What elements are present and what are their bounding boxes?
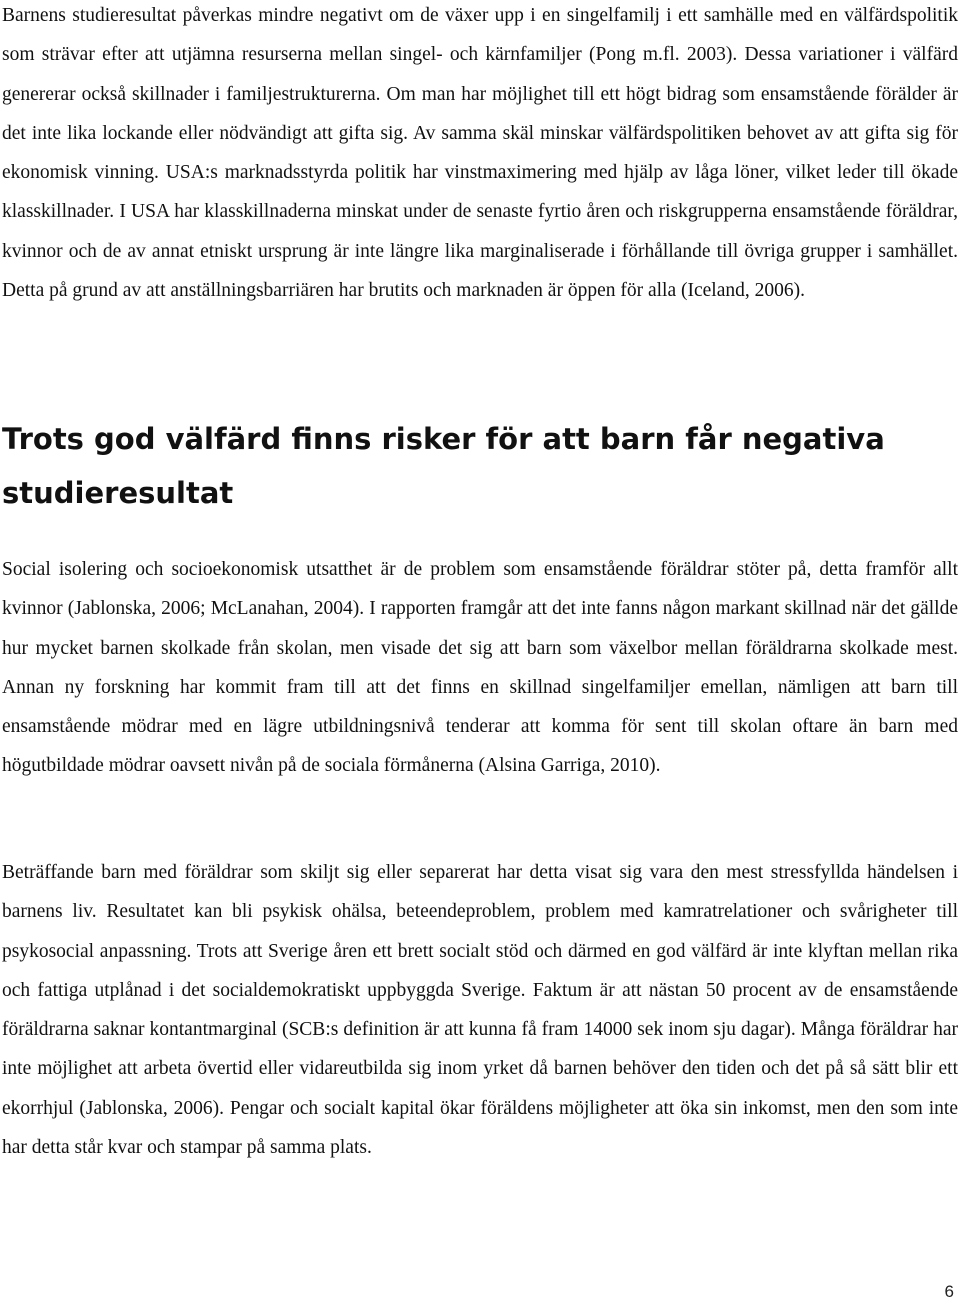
- section-heading: Trots god välfärd finns risker för att barn får negativa studieresultat: [2, 422, 885, 510]
- page-number: 6: [944, 1282, 954, 1301]
- body-paragraph: Social isolering och socioekonomisk utsatthet är de problem som ensamstående föräldrar stöter på, detta framför allt kvinnor (Jablonska, 2006; McLanahan, 2004). I rapporten framgår att det inte fanns någon markant skillnad när det gällde hur mycket barnen skolkade från skolan, men visade det sig att barn som växelbor mellan föräldrarna skolkade mest. Annan ny forskning har kommit fram till att det finns en skillnad singelfamiljer emellan, nämligen att barn till ensamstående mödrar med en lägre utbildningsnivå tenderar att komma för sent till skolan oftare än barn med högutbildade mödrar oavsett nivån på de sociala förmånerna (Alsina Garriga, 2010).: [2, 559, 958, 777]
- body-paragraph: Barnens studieresultat påverkas mindre negativt om de växer upp i en singelfamilj i ett samhälle med en välfärdspolitik som strävar efter att utjämna resurserna mellan singel- och kärnfamiljer (Pong m.fl. 2003). Dessa variationer i välfärd genererar också skillnader i familjestrukturerna. Om man har möjlighet till ett högt bidrag som ensamstående förälder är det inte lika lockande eller nödvändigt att gifta sig. Av samma skäl minskar välfärdspolitiken behovet av att gifta sig för ekonomisk vinning. USA:s marknadsstyrda politik har vinstmaximering med hjälp av låga löner, vilket leder till ökade klasskillnader. I USA har klasskillnaderna minskat under de senaste fyrtio åren och riskgrupperna ensamstående föräldrar, kvinnor och de av annat etniskt ursprung är inte längre lika marginaliserade i förhållande till övriga grupper i samhället. Detta på grund av att anställningsbarriären har brutits och marknaden är öppen för alla (Iceland, 2006).: [2, 5, 958, 302]
- body-paragraph: Beträffande barn med föräldrar som skiljt sig eller separerat har detta visat sig vara den mest stressfyllda händelsen i barnens liv. Resultatet kan bli psykisk ohälsa, beteendeproblem, problem med kamratrelationer och svårigheter till psykosocial anpassning. Trots att Sverige åren ett brett socialt stöd och därmed en god välfärd är inte klyftan mellan rika och fattiga utplånad i det socialdemokratiskt uppbyggda Sverige. Faktum är att nästan 50 procent av de ensamstående föräldrarna saknar kontantmarginal (SCB:s definition är att kunna få fram 14000 sek inom sju dagar). Många föräldrar har inte möjlighet att arbeta övertid eller vidareutbilda sig inom yrket då barnen behöver den tiden och det på så sätt blir ett ekorrhjul (Jablonska, 2006). Pengar och socialt kapital ökar föräldens möjligheter att öka sin inkomst, men den som inte har detta står kvar och stampar på samma plats.: [2, 862, 958, 1159]
